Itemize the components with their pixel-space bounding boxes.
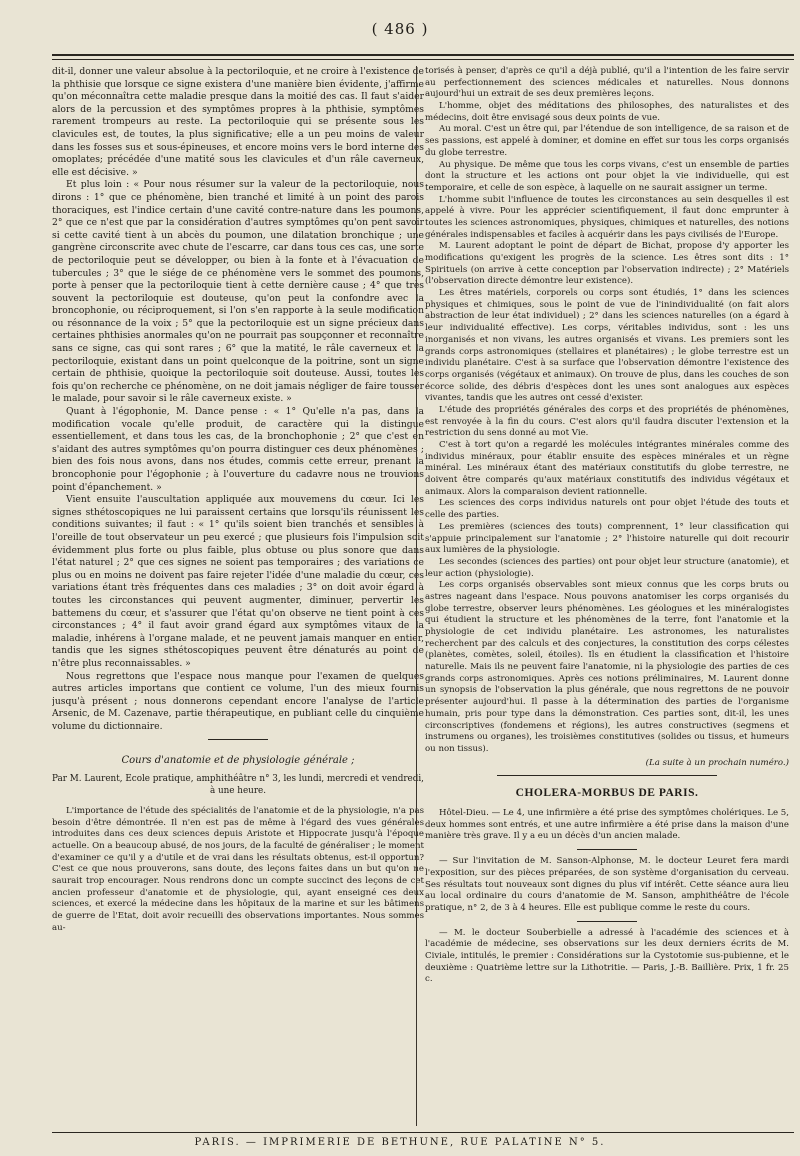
paragraph: L'étude des propriétés générales des corps et des propriétés de phénomènes, est renvoyée à la fin du cours. C'est alors qu'il faudra discuter l'extension et la restriction du sens donné au mot Vie. xyxy=(425,404,789,439)
paragraph: torisés à penser, d'après ce qu'il a déjà publié, qu'il a l'intention de les faire servir au perfectionnement des sciences médicales et naturelles. Nous donnons aujourd'hui un extrait de ses deux premières leçons. xyxy=(425,66,789,100)
paragraph: dit-il, donner une valeur absolue à la pectoriloquie, et ne croire à l'existence de la phthisie que lorsque ce signe existera d'une manière bien évidente, j'affirme qu'on méconnaîtra cette maladie presque dans la moitié des cas. Il faut s'aider alors de la percussion et des symptômes propres à la phthisie, symptômes rarement trompeurs au reste. La pectoriloquie qui se présente sous les clavicules est, de toutes, la plus significative; elle a un peu moins de valeur dans les fosses sus et sous-épineuses, et encore moins vers le bord interne des omoplates; précédée d'une matité sous les clavicules et d'un râle caverneux, elle est décisive. » xyxy=(52,66,424,178)
imprint-footer: PARIS. — IMPRIMERIE DE BETHUNE, RUE PALATINE N° 5. xyxy=(194,1137,606,1148)
paragraph: Nous regrettons que l'espace nous manque pour l'examen de quelques autres articles importans que contient ce volume, l'un des mieux fournis jusqu'à présent ; nous donnerons cependant encore l'analyse de l'article Arsenic, de M. Cazenave, partie thérapeutique, en publiant celle du cinquième volume du dictionnaire. xyxy=(52,670,424,732)
column-divider xyxy=(416,66,417,1126)
right-column xyxy=(425,66,789,1126)
news-item: — M. le docteur Souberbielle a adressé à l'académie des sciences et à l'académie de médecine, ses observations sur les deux derniers écrits de M. Civiale, intitulés, le premier : Considérations sur la Cystotomie sus-pubienne, et le deuxième : Quatrième lettre sur la Lithotritie. — Paris, J.-B. Baillière. Prix, 1 fr. 25 c. xyxy=(425,927,789,985)
paragraph: Et plus loin : « Pour nous résumer sur la valeur de la pectoriloquie, nous dirons : 1° que ce phénomène, bien tranché et limité à un point des parois thoraciques, est l'indice certain d'une cavité contre-nature dans les poumons, 2° que ce n'est que par la considération d'autres symptômes qu'on pent savoir si cette cavité tient à un abcès du poumon, une dilatation bronchique ; une gangrène circonscrite avec chute de l'escarre, car dans tous ces cas, une sorte de pectoriloquie peut se développer, ou bien à la fonte et à l'évacuation de tubercules ; 3° que le siége de ce phénomène vers le sommet des poumons, porte à penser que la pectoriloquie tient à cette dernière cause ; 4° que très souvent la pectoriloquie est douteuse, qu'on peut la confondre avec la broncophonie, ou réciproquement, si l'on s'en rapporte à la seule modification ou résonnance de la voix ; 5° que la pectoriloquie est un signe précieux dans certaines phthisies anormales qu'on ne pourrait pas soupçonner et reconnaître sans ce signe, cas qui sont rares ; 6° que la matité, le râle caverneux et la pectoriloquie, existant dans un point quelconque de la poitrine, sont un signe certain de phthisie, quoique la pectoriloquie soit douteuse. Aussi, toutes les fois qu'on recherche ce phénomène, on ne doit jamais négliger de faire tousser le malade, pour savoir si le râle caverneux existe. » xyxy=(52,179,424,405)
paragraph: Quant à l'égophonie, M. Dance pense : « 1° Qu'elle n'a pas, dans la modification vocale qu'elle produit, de caractère qui la distingue essentiellement, et dans tous les cas, de la bronchophonie ; 2° que c'est en s'aidant des autres symptômes qu'on pourra distinguer ces deux phénomènes ; bien des fois nous avons, dans nos études, commis cette erreur, prenant la broncophonie pour l'égophonie ; à l'ouverture du cadavre nous ne trouvions point d'épanchement. » xyxy=(52,406,424,493)
paragraph: Les premières (sciences des touts) comprennent, 1° leur classification qui s'appuie principalement sur l'anatomie ; 2° l'histoire naturelle qui doit recourir aux lumières de la physiologie. xyxy=(425,521,789,556)
section-heading: Cours d'anatomie et de physiologie générale ; xyxy=(121,755,355,767)
footer-rule xyxy=(52,1132,794,1133)
continued-note: (La suite à un prochain numéro.) xyxy=(645,757,789,768)
paragraph: Les corps organisés observables sont mieux connus que les corps bruts ou astres nageant dans l'espace. Nous pouvons anatomiser les corps organisés du globe terrestre, observer leurs phénomènes. Les géologues et les minéralogistes qui étudient la structure et les phénomènes de la terre, font l'anatomie et la physiologie de cet individu planétaire. Les astronomes, les naturalistes recherchent par des calculs et des conjectures, la constitution des corps célestes (planètes, comètes, soleil, étoiles). Ils en étudient la classification et l'histoire naturelle. Mais ils ne peuvent faire l'anatomie, ni la physiologie des parties de ces grands corps astronomiques. Après ces notions préliminaires, M. Laurent donne un synopsis de l'observation la plus générale, que nous regrettons de ne pouvoir présenter aujourd'hui. Il passe à la détermination des parties de l'organisme humain, pris pour type dans la démonstration. Ces parties sont, dit-il, les unes circonscriptives (fondemens et régions), les autres constructives (segmens et instrumens ou organes), les troisièmes constitutives (solides ou tissus, et humeurs ou non tissus). xyxy=(425,580,789,754)
cholera-heading: CHOLERA-MORBUS DE PARIS. xyxy=(515,787,699,800)
section-divider xyxy=(208,739,268,740)
news-divider xyxy=(577,921,637,922)
paragraph: M. Laurent adoptant le point de départ de Bichat, propose d'y apporter les modifications qu'exigent les progrès de la science. Les êtres sont dits : 1° Spirituels (on arrive à cette conception par l'observation indirecte) ; 2° Matériels (l'observation directe démontre leur existence). xyxy=(425,241,789,287)
paragraph: L'importance de l'étude des spécialités de l'anatomie et de la physiologie, n'a pas besoin d'être démontrée. Il n'en est pas de même à l'égard des vues générales introduites dans ces deux sciences depuis Aristote et Hippocrate jusqu'à l'époque actuelle. On a beaucoup abusé, de nos jours, de la faculté de généraliser ; le moment d'examiner ce qu'il y a d'utile et de vrai dans les résultats obtenus, est-il opportun? C'est ce que nous prouverons, sans doute, des leçons faites dans un but qu'on ne saurait trop encourager. Nous rendrons donc un compte succinct des leçons de cet ancien professeur d'anatomie et de physiologie, qui, ayant enseigné ces deux sciences, et exercé la médecine dans les hôpitaux de la marine et sur les bâtimens de guerre de l'Etat, doit avoir recueilli des observations importantes. Nous sommes au- xyxy=(52,805,424,933)
paragraph: L'homme subit l'influence de toutes les circonstances au sein desquelles il est appelé à vivre. Pour les apprécier scientifiquement, il faut donc emprunter à toutes les sciences astronomiques, physiques, chimiques et naturelles, des notions générales indispensables et faciles à acquérir dans les pays civilisés de l'Europe. xyxy=(425,194,789,240)
paragraph: Les sciences des corps individus naturels ont pour objet l'étude des touts et celle des parties. xyxy=(425,498,789,521)
byline: Par M. Laurent, Ecole pratique, amphithéâtre n° 3, les lundi, mercredi et vendredi, à une heure. xyxy=(52,774,424,797)
section-divider xyxy=(497,775,717,776)
news-item: — Sur l'invitation de M. Sanson-Alphonse, M. le docteur Leuret fera mardi l'exposition, sur des pièces préparées, de son système d'organisation du cerveau. Ses résultats tout nouveaux sont dignes du plus vif intérêt. Cette séance aura lieu au local ordinaire du cours d'anatomie de M. Sanson, amphithéâtre de l'école pratique, n° 2, de 3 à 4 heures. Elle est publique comme le reste du cours. xyxy=(425,856,789,913)
left-column xyxy=(52,66,424,1126)
paragraph: Au moral. C'est un être qui, par l'étendue de son intelligence, de sa raison et de ses passions, est appelé à dominer, et domine en effet sur tous les corps organisés du globe terrestre. xyxy=(425,124,789,158)
header-rule xyxy=(52,54,794,56)
page-number: ( 486 ) xyxy=(371,20,429,38)
paragraph: Vient ensuite l'auscultation appliquée aux mouvemens du cœur. Ici les signes sthétoscopiques ne lui paraissent certains que lorsqu'ils réunissent les conditions suivantes; il faut : « 1° qu'ils soient bien tranchés et sensibles à l'oreille de tout observateur un peu exercé ; que plusieurs fois l'impulsion soit évidemment plus forte ou plus faible, plus obtuse ou plus sonore que dans l'état naturel ; 2° que ces signes ne soient pas temporaires ; des variations ce plus ou en moins ne doivent pas faire rejeter l'idée d'une maladie du cœur, ces variations étant très fréquentes dans ces maladies ; 3° on doit avoir égard à toutes les circonstances qui peuvent augmenter, diminuer, pervertir les battemens du cœur, et s'assurer que l'état qu'on observe ne tient point à ces circonstances ; 4° il faut avoir grand égard aux symptômes vitaux de la maladie, inhérens à l'organe malade, et ne peuvent jamais manquer en entier, tandis que les signes sthétoscopiques peuvent être dénaturés au point de n'être plus reconnaissables. » xyxy=(52,494,424,669)
paragraph: Hôtel-Dieu. — Le 4, une infirmière a été prise des symptômes cholériques. Le 5, deux hommes sont entrés, et une autre infirmière a été prise dans la maison d'une manière très grave. Il y a eu un décès d'un ancien malade. xyxy=(425,808,789,842)
header-rule-thin xyxy=(52,59,794,60)
paragraph: C'est à tort qu'on a regardé les molécules intégrantes minérales comme des individus minéraux, pour établir ensuite des espèces minérales et un règne minéral. Les minéraux étant des matériaux constitutifs du globe terrestre, ne doivent être comparés qu'aux matériaux constitutifs des individus végétaux et animaux. Alors la comparaison devient rationnelle. xyxy=(425,440,789,497)
paragraph: Les secondes (sciences des parties) ont pour objet leur structure (anatomie), et leur action (physiologie). xyxy=(425,556,789,579)
paragraph: L'homme, objet des méditations des philosophes, des naturalistes et des médecins, doit être envisagé sous deux points de vue. xyxy=(425,101,789,123)
paragraph: Au physique. De même que tous les corps vivans, c'est un ensemble de parties dont la structure et les actions ont pour objet la vie individuelle, qui est temporaire, et celle de son espèce, à laquelle on ne saurait assigner un terme. xyxy=(425,159,789,193)
news-divider xyxy=(577,849,637,850)
paragraph: Les êtres matériels, corporels ou corps sont étudiés, 1° dans les sciences physiques et chimiques, sous le point de vue de l'inindividualité (on fait alors abstraction de leur état individuel) ; 2° dans les sciences naturelles (on a égard à leur individualité effective). Les corps, véritables individus, sont : les uns inorganisés et non vivans, les autres organisés et vivans. Les premiers sont les grands corps astronomiques (stellaires et planétaires) ; le globe terrestre est un individu planétaire. C'est à sa surface que l'observation démontre l'existence des corps organisés (végétaux et animaux). On trouve de plus, dans les couches de son écorce solide, des débris d'espèces dont les unes sont analogues aux espèces vivantes, tandis que les autres ont cessé d'exister. xyxy=(425,288,789,404)
